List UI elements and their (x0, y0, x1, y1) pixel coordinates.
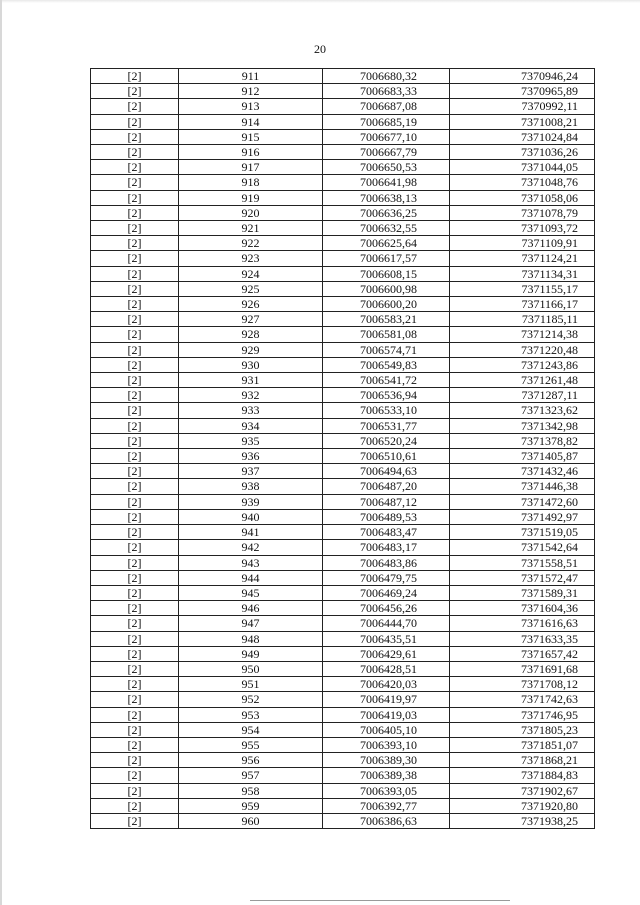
table-row (91, 722, 595, 737)
x-coordinate-cell: 7006456,26 (323, 601, 450, 616)
row-reference-cell: [2] (91, 813, 179, 828)
row-reference-cell: [2] (91, 403, 179, 418)
x-coordinate-cell: 7006574,71 (323, 342, 450, 357)
y-coordinate-cell: 7370965,89 (450, 84, 595, 99)
y-coordinate-cell: 7371078,79 (450, 205, 595, 220)
y-coordinate-cell: 7371884,83 (450, 768, 595, 783)
x-coordinate-cell: 7006510,61 (323, 449, 450, 464)
x-coordinate-cell: 7006641,98 (323, 175, 450, 190)
x-coordinate-cell: 7006393,10 (323, 737, 450, 752)
x-coordinate-cell: 7006389,30 (323, 753, 450, 768)
point-number-cell: 931 (179, 373, 323, 388)
row-reference-cell: [2] (91, 677, 179, 692)
row-reference-cell: [2] (91, 433, 179, 448)
point-number-cell: 938 (179, 479, 323, 494)
x-coordinate-cell: 7006483,86 (323, 555, 450, 570)
point-number-cell: 940 (179, 509, 323, 524)
x-coordinate-cell: 7006420,03 (323, 677, 450, 692)
row-reference-cell: [2] (91, 327, 179, 342)
coordinates-table-body (91, 69, 595, 829)
point-number-cell: 929 (179, 342, 323, 357)
row-reference-cell: [2] (91, 129, 179, 144)
row-reference-cell: [2] (91, 479, 179, 494)
x-coordinate-cell: 7006650,53 (323, 160, 450, 175)
row-reference-cell: [2] (91, 373, 179, 388)
point-number-cell: 917 (179, 160, 323, 175)
table-row (91, 145, 595, 160)
row-reference-cell: [2] (91, 84, 179, 99)
point-number-cell: 924 (179, 266, 323, 281)
scan-bottom-mark (250, 900, 510, 901)
table-row (91, 403, 595, 418)
y-coordinate-cell: 7371805,23 (450, 722, 595, 737)
x-coordinate-cell: 7006625,64 (323, 236, 450, 251)
y-coordinate-cell: 7371920,80 (450, 798, 595, 813)
row-reference-cell: [2] (91, 160, 179, 175)
point-number-cell: 948 (179, 631, 323, 646)
y-coordinate-cell: 7371036,26 (450, 145, 595, 160)
y-coordinate-cell: 7371633,35 (450, 631, 595, 646)
x-coordinate-cell: 7006683,33 (323, 84, 450, 99)
y-coordinate-cell: 7371746,95 (450, 707, 595, 722)
point-number-cell: 923 (179, 251, 323, 266)
y-coordinate-cell: 7371287,11 (450, 388, 595, 403)
point-number-cell: 934 (179, 418, 323, 433)
point-number-cell: 959 (179, 798, 323, 813)
table-row (91, 205, 595, 220)
y-coordinate-cell: 7371134,31 (450, 266, 595, 281)
table-row (91, 175, 595, 190)
y-coordinate-cell: 7371048,76 (450, 175, 595, 190)
y-coordinate-cell: 7371446,38 (450, 479, 595, 494)
point-number-cell: 947 (179, 616, 323, 631)
point-number-cell: 914 (179, 114, 323, 129)
table-row (91, 631, 595, 646)
row-reference-cell: [2] (91, 798, 179, 813)
row-reference-cell: [2] (91, 570, 179, 585)
x-coordinate-cell: 7006428,51 (323, 661, 450, 676)
row-reference-cell: [2] (91, 464, 179, 479)
table-row (91, 266, 595, 281)
point-number-cell: 911 (179, 69, 323, 84)
x-coordinate-cell: 7006583,21 (323, 312, 450, 327)
table-row (91, 388, 595, 403)
y-coordinate-cell: 7371243,86 (450, 357, 595, 372)
table-row (91, 99, 595, 114)
point-number-cell: 942 (179, 540, 323, 555)
row-reference-cell: [2] (91, 342, 179, 357)
x-coordinate-cell: 7006687,08 (323, 99, 450, 114)
point-number-cell: 954 (179, 722, 323, 737)
x-coordinate-cell: 7006549,83 (323, 357, 450, 372)
point-number-cell: 951 (179, 677, 323, 692)
row-reference-cell: [2] (91, 555, 179, 570)
point-number-cell: 945 (179, 585, 323, 600)
coordinates-table (90, 68, 595, 829)
table-row (91, 737, 595, 752)
row-reference-cell: [2] (91, 175, 179, 190)
point-number-cell: 952 (179, 692, 323, 707)
row-reference-cell: [2] (91, 585, 179, 600)
row-reference-cell: [2] (91, 661, 179, 676)
x-coordinate-cell: 7006536,94 (323, 388, 450, 403)
row-reference-cell: [2] (91, 297, 179, 312)
y-coordinate-cell: 7371691,68 (450, 661, 595, 676)
x-coordinate-cell: 7006581,08 (323, 327, 450, 342)
row-reference-cell: [2] (91, 418, 179, 433)
x-coordinate-cell: 7006617,57 (323, 251, 450, 266)
table-row (91, 494, 595, 509)
row-reference-cell: [2] (91, 525, 179, 540)
table-row (91, 327, 595, 342)
table-row (91, 768, 595, 783)
row-reference-cell: [2] (91, 737, 179, 752)
x-coordinate-cell: 7006444,70 (323, 616, 450, 631)
point-number-cell: 933 (179, 403, 323, 418)
y-coordinate-cell: 7371868,21 (450, 753, 595, 768)
point-number-cell: 913 (179, 99, 323, 114)
point-number-cell: 953 (179, 707, 323, 722)
y-coordinate-cell: 7371708,12 (450, 677, 595, 692)
y-coordinate-cell: 7371938,25 (450, 813, 595, 828)
x-coordinate-cell: 7006533,10 (323, 403, 450, 418)
point-number-cell: 944 (179, 570, 323, 585)
point-number-cell: 949 (179, 646, 323, 661)
y-coordinate-cell: 7371558,51 (450, 555, 595, 570)
table-row (91, 525, 595, 540)
y-coordinate-cell: 7371589,31 (450, 585, 595, 600)
y-coordinate-cell: 7371342,98 (450, 418, 595, 433)
table-row (91, 236, 595, 251)
y-coordinate-cell: 7371124,21 (450, 251, 595, 266)
row-reference-cell: [2] (91, 281, 179, 296)
table-row (91, 114, 595, 129)
point-number-cell: 950 (179, 661, 323, 676)
x-coordinate-cell: 7006429,61 (323, 646, 450, 661)
y-coordinate-cell: 7371109,91 (450, 236, 595, 251)
table-row (91, 479, 595, 494)
row-reference-cell: [2] (91, 692, 179, 707)
table-row (91, 251, 595, 266)
row-reference-cell: [2] (91, 783, 179, 798)
x-coordinate-cell: 7006405,10 (323, 722, 450, 737)
point-number-cell: 932 (179, 388, 323, 403)
y-coordinate-cell: 7371261,48 (450, 373, 595, 388)
y-coordinate-cell: 7370992,11 (450, 99, 595, 114)
row-reference-cell: [2] (91, 190, 179, 205)
x-coordinate-cell: 7006419,97 (323, 692, 450, 707)
row-reference-cell: [2] (91, 707, 179, 722)
y-coordinate-cell: 7371166,17 (450, 297, 595, 312)
table-row (91, 129, 595, 144)
x-coordinate-cell: 7006419,03 (323, 707, 450, 722)
x-coordinate-cell: 7006487,20 (323, 479, 450, 494)
table-row (91, 357, 595, 372)
y-coordinate-cell: 7370946,24 (450, 69, 595, 84)
x-coordinate-cell: 7006520,24 (323, 433, 450, 448)
x-coordinate-cell: 7006685,19 (323, 114, 450, 129)
point-number-cell: 920 (179, 205, 323, 220)
x-coordinate-cell: 7006386,63 (323, 813, 450, 828)
y-coordinate-cell: 7371657,42 (450, 646, 595, 661)
x-coordinate-cell: 7006489,53 (323, 509, 450, 524)
table-row (91, 69, 595, 84)
table-row (91, 661, 595, 676)
y-coordinate-cell: 7371024,84 (450, 129, 595, 144)
table-row (91, 585, 595, 600)
x-coordinate-cell: 7006608,15 (323, 266, 450, 281)
table-row (91, 813, 595, 828)
x-coordinate-cell: 7006600,98 (323, 281, 450, 296)
table-row (91, 221, 595, 236)
table-row (91, 783, 595, 798)
point-number-cell: 922 (179, 236, 323, 251)
point-number-cell: 956 (179, 753, 323, 768)
row-reference-cell: [2] (91, 509, 179, 524)
table-row (91, 616, 595, 631)
point-number-cell: 958 (179, 783, 323, 798)
row-reference-cell: [2] (91, 601, 179, 616)
y-coordinate-cell: 7371604,36 (450, 601, 595, 616)
x-coordinate-cell: 7006638,13 (323, 190, 450, 205)
row-reference-cell: [2] (91, 494, 179, 509)
y-coordinate-cell: 7371519,05 (450, 525, 595, 540)
row-reference-cell: [2] (91, 449, 179, 464)
table-row (91, 190, 595, 205)
x-coordinate-cell: 7006435,51 (323, 631, 450, 646)
point-number-cell: 941 (179, 525, 323, 540)
x-coordinate-cell: 7006680,32 (323, 69, 450, 84)
y-coordinate-cell: 7371058,06 (450, 190, 595, 205)
table-row (91, 464, 595, 479)
y-coordinate-cell: 7371472,60 (450, 494, 595, 509)
x-coordinate-cell: 7006667,79 (323, 145, 450, 160)
table-row (91, 707, 595, 722)
scan-left-edge (0, 0, 2, 905)
row-reference-cell: [2] (91, 69, 179, 84)
table-row (91, 540, 595, 555)
table-row (91, 84, 595, 99)
x-coordinate-cell: 7006632,55 (323, 221, 450, 236)
table-row (91, 373, 595, 388)
x-coordinate-cell: 7006392,77 (323, 798, 450, 813)
row-reference-cell: [2] (91, 646, 179, 661)
table-row (91, 342, 595, 357)
x-coordinate-cell: 7006469,24 (323, 585, 450, 600)
point-number-cell: 957 (179, 768, 323, 783)
y-coordinate-cell: 7371851,07 (450, 737, 595, 752)
table-row (91, 753, 595, 768)
y-coordinate-cell: 7371742,63 (450, 692, 595, 707)
table-row (91, 312, 595, 327)
point-number-cell: 926 (179, 297, 323, 312)
point-number-cell: 943 (179, 555, 323, 570)
row-reference-cell: [2] (91, 631, 179, 646)
point-number-cell: 921 (179, 221, 323, 236)
y-coordinate-cell: 7371492,97 (450, 509, 595, 524)
row-reference-cell: [2] (91, 205, 179, 220)
point-number-cell: 937 (179, 464, 323, 479)
point-number-cell: 960 (179, 813, 323, 828)
table-row (91, 601, 595, 616)
scan-top-edge (0, 0, 640, 3)
row-reference-cell: [2] (91, 357, 179, 372)
table-row (91, 677, 595, 692)
row-reference-cell: [2] (91, 251, 179, 266)
row-reference-cell: [2] (91, 616, 179, 631)
row-reference-cell: [2] (91, 768, 179, 783)
table-row (91, 160, 595, 175)
table-row (91, 449, 595, 464)
x-coordinate-cell: 7006483,47 (323, 525, 450, 540)
x-coordinate-cell: 7006600,20 (323, 297, 450, 312)
table-row (91, 418, 595, 433)
point-number-cell: 925 (179, 281, 323, 296)
table-row (91, 692, 595, 707)
row-reference-cell: [2] (91, 312, 179, 327)
point-number-cell: 946 (179, 601, 323, 616)
row-reference-cell: [2] (91, 236, 179, 251)
x-coordinate-cell: 7006541,72 (323, 373, 450, 388)
row-reference-cell: [2] (91, 266, 179, 281)
table-row (91, 570, 595, 585)
point-number-cell: 912 (179, 84, 323, 99)
point-number-cell: 918 (179, 175, 323, 190)
x-coordinate-cell: 7006483,17 (323, 540, 450, 555)
x-coordinate-cell: 7006494,63 (323, 464, 450, 479)
x-coordinate-cell: 7006677,10 (323, 129, 450, 144)
point-number-cell: 927 (179, 312, 323, 327)
table-row (91, 646, 595, 661)
y-coordinate-cell: 7371008,21 (450, 114, 595, 129)
point-number-cell: 955 (179, 737, 323, 752)
y-coordinate-cell: 7371902,67 (450, 783, 595, 798)
x-coordinate-cell: 7006487,12 (323, 494, 450, 509)
x-coordinate-cell: 7006531,77 (323, 418, 450, 433)
table-row (91, 555, 595, 570)
x-coordinate-cell: 7006389,38 (323, 768, 450, 783)
y-coordinate-cell: 7371093,72 (450, 221, 595, 236)
row-reference-cell: [2] (91, 388, 179, 403)
x-coordinate-cell: 7006636,25 (323, 205, 450, 220)
y-coordinate-cell: 7371044,05 (450, 160, 595, 175)
y-coordinate-cell: 7371220,48 (450, 342, 595, 357)
y-coordinate-cell: 7371432,46 (450, 464, 595, 479)
y-coordinate-cell: 7371616,63 (450, 616, 595, 631)
row-reference-cell: [2] (91, 722, 179, 737)
point-number-cell: 936 (179, 449, 323, 464)
y-coordinate-cell: 7371185,11 (450, 312, 595, 327)
point-number-cell: 915 (179, 129, 323, 144)
row-reference-cell: [2] (91, 540, 179, 555)
table-row (91, 433, 595, 448)
point-number-cell: 916 (179, 145, 323, 160)
y-coordinate-cell: 7371155,17 (450, 281, 595, 296)
y-coordinate-cell: 7371378,82 (450, 433, 595, 448)
y-coordinate-cell: 7371572,47 (450, 570, 595, 585)
row-reference-cell: [2] (91, 145, 179, 160)
table-row (91, 798, 595, 813)
y-coordinate-cell: 7371323,62 (450, 403, 595, 418)
point-number-cell: 919 (179, 190, 323, 205)
point-number-cell: 935 (179, 433, 323, 448)
row-reference-cell: [2] (91, 753, 179, 768)
x-coordinate-cell: 7006393,05 (323, 783, 450, 798)
point-number-cell: 930 (179, 357, 323, 372)
row-reference-cell: [2] (91, 114, 179, 129)
table-row (91, 297, 595, 312)
y-coordinate-cell: 7371214,38 (450, 327, 595, 342)
table-row (91, 281, 595, 296)
row-reference-cell: [2] (91, 221, 179, 236)
table-row (91, 509, 595, 524)
row-reference-cell: [2] (91, 99, 179, 114)
y-coordinate-cell: 7371542,64 (450, 540, 595, 555)
x-coordinate-cell: 7006479,75 (323, 570, 450, 585)
point-number-cell: 939 (179, 494, 323, 509)
point-number-cell: 928 (179, 327, 323, 342)
page-number: 20 (314, 42, 326, 56)
y-coordinate-cell: 7371405,87 (450, 449, 595, 464)
